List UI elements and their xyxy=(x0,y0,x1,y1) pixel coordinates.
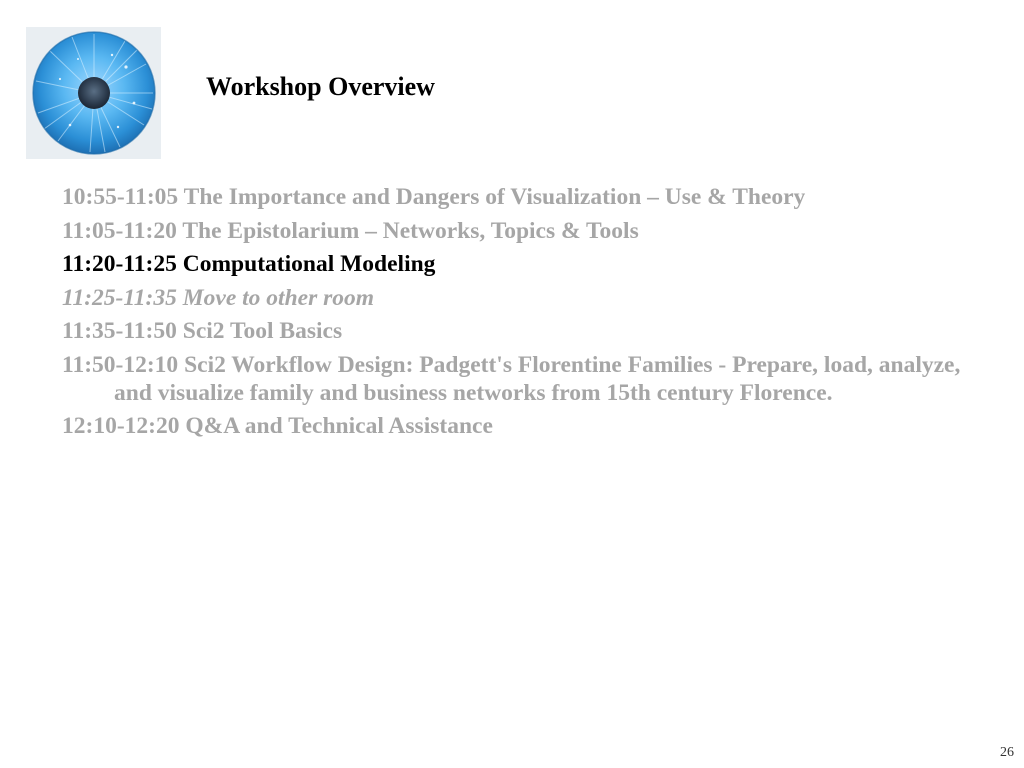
agenda-time: 11:05-11:20 xyxy=(62,217,177,244)
eye-iris-logo xyxy=(26,27,161,159)
agenda-item xyxy=(62,351,962,407)
agenda-text: The Epistolarium – Networks, Topics & Tools xyxy=(182,217,639,244)
agenda-time: 11:25-11:35 xyxy=(62,284,177,311)
agenda-text: Q&A and Technical Assistance xyxy=(185,413,493,439)
agenda-text: Sci2 Tool Basics xyxy=(182,318,343,344)
agenda-list xyxy=(62,183,962,446)
eye-iris-icon xyxy=(30,29,158,157)
page-number: 26 xyxy=(1000,745,1014,760)
agenda-item-current xyxy=(62,250,962,278)
agenda-time: 11:20-11:25 xyxy=(62,251,177,277)
slide-title: Workshop Overview xyxy=(206,72,435,101)
agenda-time: 11:50-12:10 xyxy=(62,351,179,378)
agenda-text: Move to other room xyxy=(182,284,375,311)
agenda-item xyxy=(62,183,962,211)
agenda-text: Sci2 Workflow Design: Padgett's Florentine Families - Prepare, load, analyze, and visualize family and business networks from 15th century Florence. xyxy=(114,351,961,406)
agenda-time: 12:10-12:20 xyxy=(62,413,180,439)
agenda-time: 10:55-11:05 xyxy=(62,184,179,210)
agenda-item xyxy=(62,317,962,345)
agenda-text: The Importance and Dangers of Visualization – Use & Theory xyxy=(183,184,806,210)
agenda-item xyxy=(62,412,962,440)
agenda-text: Computational Modeling xyxy=(182,251,436,277)
agenda-item-break xyxy=(62,284,962,312)
agenda-item xyxy=(62,217,962,245)
agenda-time: 11:35-11:50 xyxy=(62,318,177,344)
